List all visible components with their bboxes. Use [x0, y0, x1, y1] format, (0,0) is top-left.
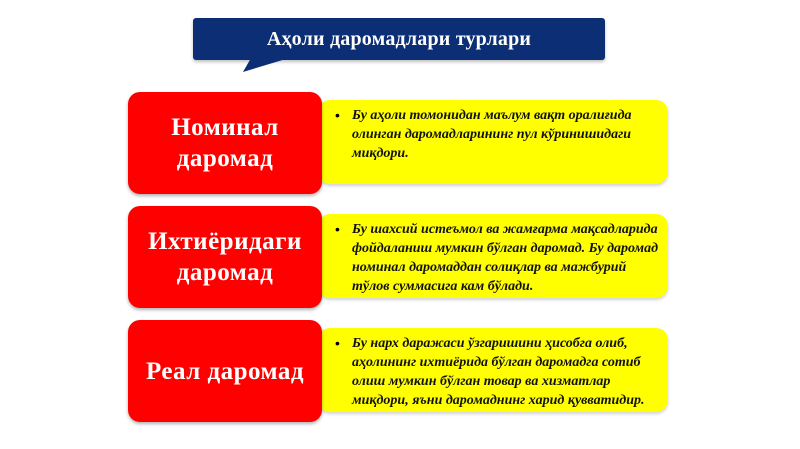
income-type-description: Бу аҳоли томонидан маълум вақт оралиғида олинган даромадларининг пул кўринишидаги миқдори. [352, 108, 632, 161]
diagram-title: Аҳоли даромадлари турлари [266, 27, 532, 50]
income-type-label: Номинал даромад [171, 114, 279, 172]
label-box [128, 206, 322, 308]
label-box [128, 320, 322, 422]
callout-tail [243, 58, 289, 72]
income-type-description: Бу нарх даражаси ўзгаришини ҳисобга олиб, аҳолининг ихтиёрида бўлган даромадга сотиб олиш мумкин бўлган товар ва хизматлар миқдори, яъни даромаднинг харид қувватидир. [352, 336, 645, 408]
income-type-label: Реал даромад [145, 357, 305, 385]
bullet-marker: • [335, 335, 340, 351]
title-callout [193, 18, 605, 60]
label-box [128, 92, 322, 194]
income-row-disposable [128, 206, 668, 310]
income-row-nominal [128, 92, 668, 196]
bullet-marker: • [335, 221, 340, 237]
income-row-real [128, 320, 668, 424]
bullet-marker: • [335, 107, 340, 123]
income-type-label: Ихтиёридаги даромад [148, 228, 302, 286]
income-type-description: Бу шахсий истеъмол ва жамғарма мақсадларида фойдаланиш мумкин бўлган даромад. Бу даромад номинал даромаддан солиқлар ва мажбурий тўлов суммасига кам бўлади. [352, 222, 659, 294]
